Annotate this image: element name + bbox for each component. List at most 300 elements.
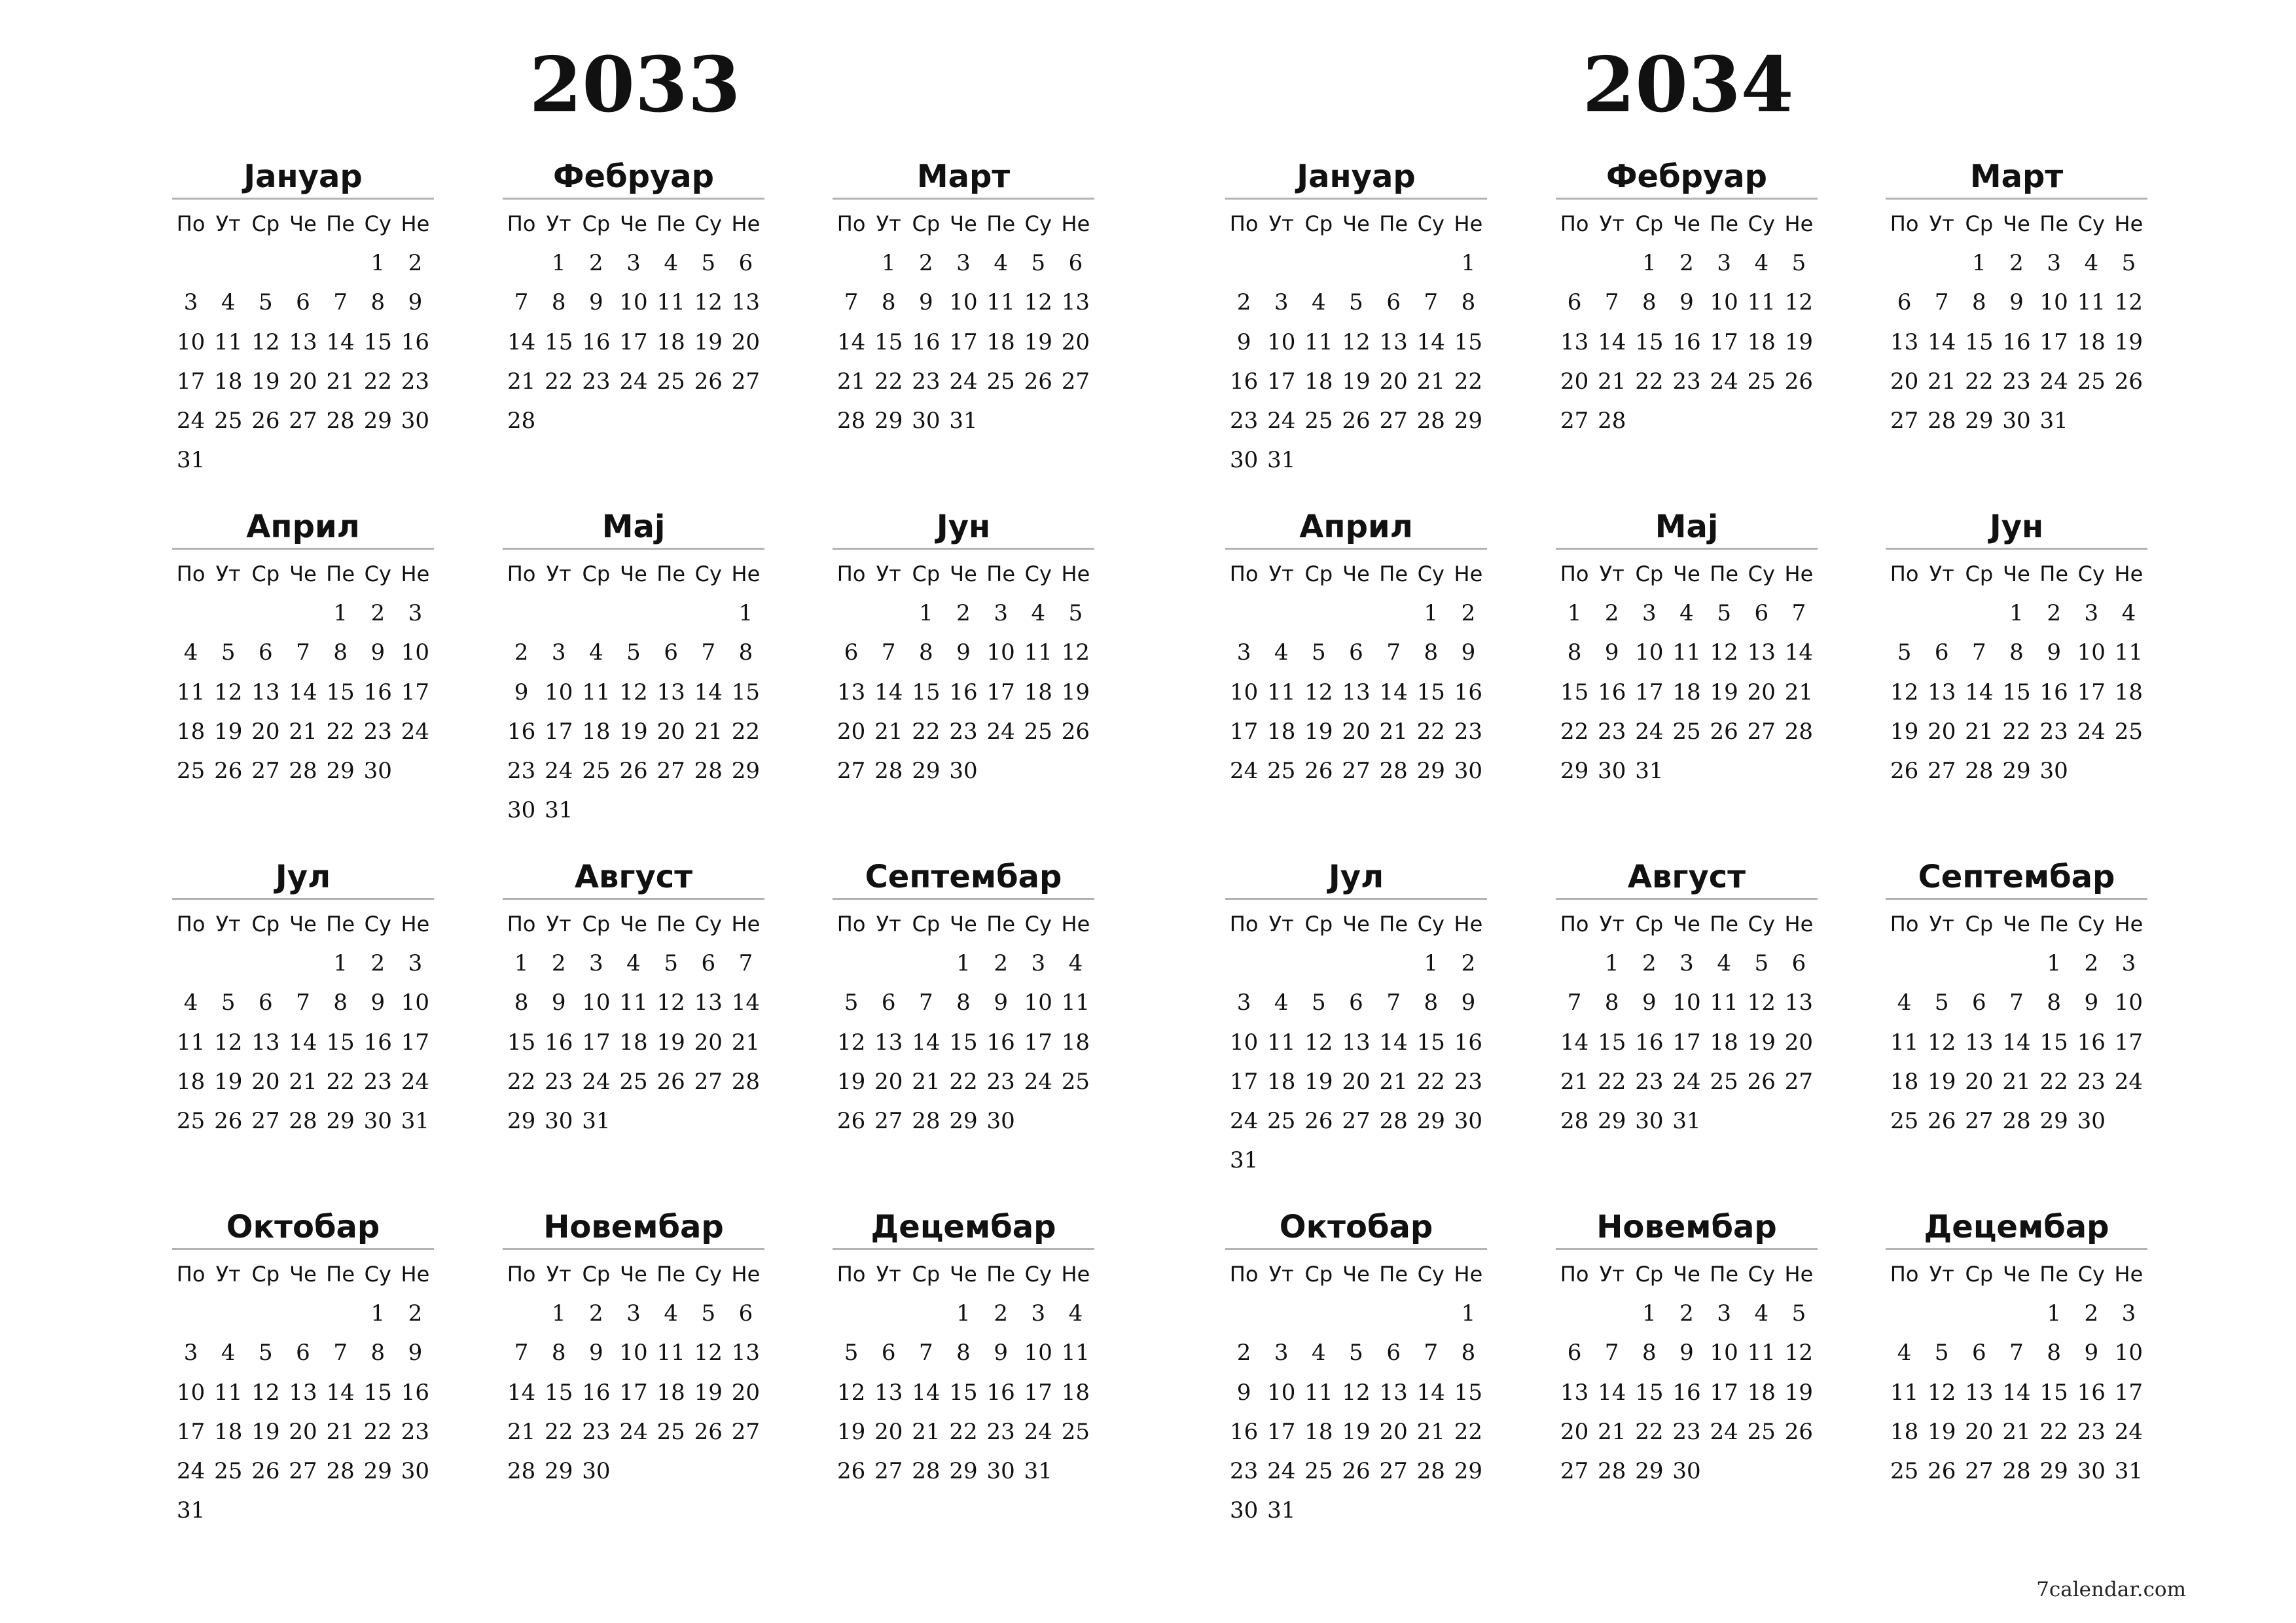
month-name: Фебруар bbox=[1556, 156, 1818, 200]
day-cell: 24 bbox=[1024, 1418, 1052, 1445]
day-cell: 29 bbox=[1454, 1457, 1483, 1484]
day-cell: 19 bbox=[1928, 1418, 1956, 1445]
day-cell: 24 bbox=[2039, 368, 2068, 395]
day-cell: 24 bbox=[1229, 1107, 1259, 1134]
day-cell: 17 bbox=[2077, 679, 2106, 705]
day-cell: 16 bbox=[2077, 1029, 2106, 1056]
day-cell: 1 bbox=[738, 600, 753, 627]
weekday-label: Че bbox=[289, 1262, 317, 1287]
day-cell: 10 bbox=[1672, 990, 1701, 1016]
day-cell: 19 bbox=[1061, 679, 1090, 705]
empty-cell bbox=[172, 1294, 209, 1333]
day-cell: 1 bbox=[1972, 250, 1986, 277]
day-cell: 26 bbox=[214, 757, 243, 784]
day-cell: 9 bbox=[589, 289, 603, 316]
empty-cell bbox=[1263, 594, 1300, 633]
month-grid bbox=[1886, 204, 2147, 440]
weekday-label: Су bbox=[1024, 1262, 1052, 1287]
day-cell: 12 bbox=[1342, 329, 1371, 355]
day-cell: 15 bbox=[545, 1379, 573, 1406]
month-grid bbox=[1225, 204, 1487, 480]
weekday-label: Пе bbox=[656, 211, 685, 236]
day-cell: 15 bbox=[1454, 1379, 1483, 1406]
empty-cell bbox=[577, 594, 615, 633]
weekday-label: Пе bbox=[2039, 912, 2068, 936]
weekday-label: По bbox=[1890, 912, 1919, 936]
day-cell: 9 bbox=[589, 1340, 603, 1366]
empty-cell bbox=[503, 594, 540, 633]
day-cell: 31 bbox=[545, 797, 573, 824]
day-cell: 24 bbox=[619, 1418, 648, 1445]
day-cell: 15 bbox=[363, 329, 392, 355]
day-cell: 16 bbox=[582, 1379, 611, 1406]
day-cell: 13 bbox=[251, 1029, 280, 1056]
day-cell: 11 bbox=[176, 1029, 206, 1056]
day-cell: 6 bbox=[1934, 639, 1949, 666]
month-name: Јануар bbox=[172, 156, 434, 200]
day-cell: 8 bbox=[1972, 289, 1986, 316]
year-title-1: 2034 bbox=[1582, 41, 1794, 130]
empty-cell bbox=[247, 944, 284, 983]
day-cell: 3 bbox=[1031, 1300, 1046, 1327]
day-cell: 7 bbox=[1386, 639, 1401, 666]
day-cell: 17 bbox=[1672, 1029, 1701, 1056]
weekday-label: Не bbox=[1061, 211, 1090, 236]
day-cell: 5 bbox=[844, 1340, 859, 1366]
month-grid bbox=[503, 1255, 764, 1491]
weekday-label: Не bbox=[731, 562, 761, 586]
weekday-label: По bbox=[176, 211, 206, 236]
month-name: Март bbox=[1886, 156, 2147, 200]
day-cell: 6 bbox=[1897, 289, 1912, 316]
day-cell: 25 bbox=[1890, 1457, 1919, 1484]
empty-cell bbox=[1556, 243, 1593, 283]
day-cell: 11 bbox=[619, 990, 648, 1016]
day-cell: 13 bbox=[289, 1379, 317, 1406]
weekday-label: Не bbox=[401, 912, 430, 936]
day-cell: 18 bbox=[176, 718, 206, 745]
day-cell: 1 bbox=[333, 950, 348, 977]
day-cell: 14 bbox=[874, 679, 903, 705]
weekday-label: По bbox=[1229, 1262, 1259, 1287]
empty-cell bbox=[503, 1294, 540, 1333]
weekday-label: Ут bbox=[1599, 912, 1624, 936]
day-cell: 16 bbox=[363, 679, 392, 705]
empty-cell bbox=[870, 944, 907, 983]
day-cell: 26 bbox=[694, 1418, 723, 1445]
month-name: Фебруар bbox=[503, 156, 764, 200]
day-cell: 18 bbox=[214, 1418, 243, 1445]
day-cell: 11 bbox=[986, 289, 1015, 316]
day-cell: 12 bbox=[214, 1029, 243, 1056]
day-cell: 6 bbox=[664, 639, 678, 666]
day-cell: 19 bbox=[1304, 718, 1333, 745]
day-cell: 28 bbox=[507, 407, 536, 434]
day-cell: 16 bbox=[986, 1029, 1015, 1056]
day-cell: 19 bbox=[836, 1418, 866, 1445]
day-cell: 24 bbox=[401, 1068, 430, 1095]
day-cell: 21 bbox=[289, 1068, 317, 1095]
day-cell: 24 bbox=[619, 368, 648, 395]
day-cell: 12 bbox=[251, 329, 280, 355]
day-cell: 26 bbox=[214, 1107, 243, 1134]
day-cell: 10 bbox=[1229, 679, 1259, 705]
day-cell: 22 bbox=[326, 1068, 355, 1095]
weekday-label: Ут bbox=[876, 562, 901, 586]
weekday-label: Не bbox=[2114, 562, 2144, 586]
weekday-label: Ут bbox=[546, 562, 571, 586]
day-cell: 20 bbox=[1965, 1068, 1994, 1095]
day-cell: 23 bbox=[986, 1068, 1015, 1095]
empty-cell bbox=[1593, 243, 1630, 283]
day-cell: 31 bbox=[582, 1107, 611, 1134]
day-cell: 16 bbox=[1454, 1029, 1483, 1056]
day-cell: 9 bbox=[1461, 639, 1476, 666]
day-cell: 18 bbox=[656, 1379, 685, 1406]
empty-cell bbox=[870, 594, 907, 633]
day-cell: 23 bbox=[545, 1068, 573, 1095]
day-cell: 14 bbox=[1598, 329, 1626, 355]
day-cell: 4 bbox=[664, 250, 678, 277]
day-cell: 24 bbox=[1710, 1418, 1738, 1445]
day-cell: 15 bbox=[1560, 679, 1589, 705]
day-cell: 5 bbox=[1717, 600, 1731, 627]
day-cell: 21 bbox=[1598, 1418, 1626, 1445]
weekday-label: Ут bbox=[546, 912, 571, 936]
weekday-label: Ср bbox=[1304, 562, 1333, 586]
weekday-label: Ср bbox=[1965, 1262, 1994, 1287]
day-cell: 30 bbox=[545, 1107, 573, 1134]
day-cell: 8 bbox=[1461, 289, 1476, 316]
day-cell: 14 bbox=[1598, 1379, 1626, 1406]
day-cell: 15 bbox=[912, 679, 941, 705]
weekday-label: Ут bbox=[1268, 1262, 1294, 1287]
empty-cell bbox=[1225, 944, 1263, 983]
day-cell: 6 bbox=[881, 1340, 896, 1366]
empty-cell bbox=[172, 243, 209, 283]
weekday-label: Ут bbox=[876, 211, 901, 236]
weekday-label: Ут bbox=[1599, 211, 1624, 236]
day-cell: 12 bbox=[836, 1379, 866, 1406]
weekday-label: По bbox=[1560, 1262, 1589, 1287]
month-block bbox=[503, 506, 764, 830]
day-cell: 12 bbox=[2114, 289, 2144, 316]
day-cell: 8 bbox=[2047, 990, 2061, 1016]
weekday-label: Ср bbox=[582, 912, 611, 936]
day-cell: 25 bbox=[986, 368, 1015, 395]
day-cell: 6 bbox=[738, 1300, 753, 1327]
day-cell: 1 bbox=[956, 950, 971, 977]
empty-cell bbox=[1412, 1294, 1450, 1333]
day-cell: 5 bbox=[1791, 1300, 1806, 1327]
day-cell: 23 bbox=[1229, 1457, 1259, 1484]
day-cell: 27 bbox=[1965, 1457, 1994, 1484]
day-cell: 24 bbox=[1672, 1068, 1701, 1095]
day-cell: 14 bbox=[507, 329, 536, 355]
day-cell: 18 bbox=[2077, 329, 2106, 355]
day-cell: 16 bbox=[912, 329, 941, 355]
day-cell: 2 bbox=[370, 950, 386, 977]
day-cell: 19 bbox=[836, 1068, 866, 1095]
day-cell: 23 bbox=[1672, 1418, 1701, 1445]
day-cell: 4 bbox=[1897, 1340, 1912, 1366]
month-name: Јануар bbox=[1225, 156, 1487, 200]
day-cell: 3 bbox=[1679, 950, 1694, 977]
day-cell: 22 bbox=[1635, 368, 1664, 395]
weekday-label: Че bbox=[2003, 1262, 2030, 1287]
day-cell: 25 bbox=[1061, 1068, 1090, 1095]
day-cell: 30 bbox=[986, 1457, 1015, 1484]
empty-cell bbox=[1337, 1294, 1374, 1333]
day-cell: 25 bbox=[1747, 368, 1776, 395]
weekday-label: Пе bbox=[326, 912, 355, 936]
weekday-label: Ср bbox=[1304, 912, 1333, 936]
day-cell: 18 bbox=[986, 329, 1015, 355]
day-cell: 1 bbox=[1642, 250, 1657, 277]
day-cell: 15 bbox=[2039, 1029, 2068, 1056]
weekday-label: Су bbox=[1417, 562, 1444, 586]
day-cell: 19 bbox=[1890, 718, 1919, 745]
day-cell: 7 bbox=[919, 990, 933, 1016]
day-cell: 26 bbox=[1784, 1418, 1814, 1445]
day-cell: 26 bbox=[2114, 368, 2144, 395]
day-cell: 31 bbox=[176, 447, 206, 474]
day-cell: 13 bbox=[251, 679, 280, 705]
day-cell: 30 bbox=[363, 757, 392, 784]
day-cell: 10 bbox=[176, 1379, 206, 1406]
day-cell: 13 bbox=[1379, 1379, 1408, 1406]
day-cell: 10 bbox=[582, 990, 611, 1016]
day-cell: 9 bbox=[408, 1340, 423, 1366]
day-cell: 12 bbox=[694, 1340, 723, 1366]
weekday-label: Су bbox=[1024, 562, 1052, 586]
day-cell: 1 bbox=[1461, 250, 1476, 277]
day-cell: 8 bbox=[881, 289, 896, 316]
day-cell: 20 bbox=[731, 329, 761, 355]
day-cell: 19 bbox=[251, 1418, 280, 1445]
day-cell: 11 bbox=[582, 679, 611, 705]
weekday-label: По bbox=[836, 912, 866, 936]
day-cell: 15 bbox=[2039, 1379, 2068, 1406]
day-cell: 20 bbox=[1747, 679, 1776, 705]
day-cell: 14 bbox=[694, 679, 723, 705]
day-cell: 5 bbox=[1349, 1340, 1363, 1366]
day-cell: 29 bbox=[2039, 1457, 2068, 1484]
day-cell: 12 bbox=[656, 990, 685, 1016]
day-cell: 7 bbox=[1424, 289, 1439, 316]
day-cell: 27 bbox=[731, 1418, 761, 1445]
day-cell: 18 bbox=[1672, 679, 1701, 705]
month-block bbox=[172, 156, 434, 480]
day-cell: 22 bbox=[874, 368, 903, 395]
day-cell: 19 bbox=[2114, 329, 2144, 355]
empty-cell bbox=[284, 944, 321, 983]
day-cell: 17 bbox=[619, 1379, 648, 1406]
month-name: Новембар bbox=[503, 1206, 764, 1250]
day-cell: 21 bbox=[1965, 718, 1994, 745]
day-cell: 3 bbox=[551, 639, 566, 666]
month-block bbox=[1556, 856, 1818, 1141]
day-cell: 23 bbox=[986, 1418, 1015, 1445]
weekday-label: Пе bbox=[326, 1262, 355, 1287]
weekday-label: Че bbox=[1342, 211, 1370, 236]
weekday-label: Ут bbox=[1929, 1262, 1954, 1287]
day-cell: 6 bbox=[259, 639, 273, 666]
day-cell: 3 bbox=[1274, 289, 1289, 316]
empty-cell bbox=[1960, 944, 1998, 983]
day-cell: 11 bbox=[1024, 639, 1052, 666]
day-cell: 2 bbox=[919, 250, 933, 277]
weekday-label: Пе bbox=[326, 562, 355, 586]
day-cell: 17 bbox=[176, 368, 206, 395]
day-cell: 18 bbox=[1890, 1418, 1919, 1445]
day-cell: 7 bbox=[1604, 289, 1619, 316]
day-cell: 1 bbox=[2047, 950, 2061, 977]
month-block bbox=[1225, 506, 1487, 791]
day-cell: 26 bbox=[836, 1457, 866, 1484]
day-cell: 9 bbox=[370, 639, 386, 666]
day-cell: 5 bbox=[221, 639, 236, 666]
weekday-label: Пе bbox=[656, 562, 685, 586]
day-cell: 29 bbox=[731, 757, 761, 784]
day-cell: 10 bbox=[2114, 1340, 2144, 1366]
day-cell: 15 bbox=[949, 1029, 978, 1056]
day-cell: 13 bbox=[874, 1379, 903, 1406]
weekday-label: Ср bbox=[912, 1262, 941, 1287]
day-cell: 27 bbox=[289, 407, 317, 434]
day-cell: 27 bbox=[1747, 718, 1776, 745]
day-cell: 3 bbox=[1717, 1300, 1731, 1327]
weekday-label: Су bbox=[364, 211, 391, 236]
day-cell: 17 bbox=[176, 1418, 206, 1445]
weekday-label: Че bbox=[1342, 912, 1370, 936]
day-cell: 26 bbox=[694, 368, 723, 395]
day-cell: 8 bbox=[333, 990, 348, 1016]
day-cell: 18 bbox=[1890, 1068, 1919, 1095]
weekday-label: Су bbox=[1748, 211, 1775, 236]
day-cell: 19 bbox=[214, 1068, 243, 1095]
weekday-label: Пе bbox=[326, 211, 355, 236]
day-cell: 7 bbox=[919, 1340, 933, 1366]
day-cell: 4 bbox=[2121, 600, 2136, 627]
weekday-label: Ср bbox=[1304, 211, 1333, 236]
day-cell: 8 bbox=[956, 990, 971, 1016]
day-cell: 6 bbox=[1349, 639, 1363, 666]
day-cell: 25 bbox=[1304, 1457, 1333, 1484]
day-cell: 10 bbox=[401, 639, 430, 666]
day-cell: 4 bbox=[664, 1300, 678, 1327]
day-cell: 30 bbox=[2077, 1107, 2106, 1134]
day-cell: 5 bbox=[1754, 950, 1769, 977]
day-cell: 18 bbox=[1024, 679, 1052, 705]
day-cell: 12 bbox=[251, 1379, 280, 1406]
day-cell: 4 bbox=[221, 289, 236, 316]
day-cell: 3 bbox=[626, 1300, 641, 1327]
day-cell: 16 bbox=[582, 329, 611, 355]
weekday-label: Не bbox=[1784, 562, 1814, 586]
day-cell: 23 bbox=[582, 368, 611, 395]
day-cell: 31 bbox=[1635, 757, 1664, 784]
empty-cell bbox=[172, 594, 209, 633]
day-cell: 10 bbox=[401, 990, 430, 1016]
empty-cell bbox=[1556, 944, 1593, 983]
day-cell: 7 bbox=[844, 289, 859, 316]
day-cell: 20 bbox=[1784, 1029, 1814, 1056]
day-cell: 14 bbox=[1784, 639, 1814, 666]
weekday-label: Ср bbox=[251, 562, 280, 586]
weekday-label: Ут bbox=[1268, 912, 1294, 936]
weekday-label: Су bbox=[364, 912, 391, 936]
day-cell: 22 bbox=[912, 718, 941, 745]
day-cell: 10 bbox=[1024, 990, 1052, 1016]
weekday-label: Че bbox=[289, 912, 317, 936]
empty-cell bbox=[172, 944, 209, 983]
day-cell: 10 bbox=[1710, 289, 1738, 316]
day-cell: 8 bbox=[1642, 289, 1657, 316]
empty-cell bbox=[690, 594, 727, 633]
day-cell: 19 bbox=[694, 1379, 723, 1406]
month-name: Децембар bbox=[833, 1206, 1094, 1250]
day-cell: 16 bbox=[401, 329, 430, 355]
day-cell: 21 bbox=[912, 1068, 941, 1095]
day-cell: 24 bbox=[545, 757, 573, 784]
day-cell: 3 bbox=[589, 950, 603, 977]
day-cell: 16 bbox=[363, 1029, 392, 1056]
empty-cell bbox=[1300, 1294, 1337, 1333]
day-cell: 21 bbox=[1379, 718, 1408, 745]
day-cell: 26 bbox=[656, 1068, 685, 1095]
month-grid bbox=[833, 904, 1094, 1141]
day-cell: 7 bbox=[1567, 990, 1582, 1016]
day-cell: 8 bbox=[1461, 1340, 1476, 1366]
day-cell: 19 bbox=[251, 368, 280, 395]
day-cell: 26 bbox=[1784, 368, 1814, 395]
day-cell: 22 bbox=[507, 1068, 536, 1095]
weekday-label: По bbox=[507, 1262, 536, 1287]
day-cell: 7 bbox=[1791, 600, 1806, 627]
day-cell: 21 bbox=[912, 1418, 941, 1445]
day-cell: 11 bbox=[1304, 329, 1333, 355]
month-block bbox=[172, 506, 434, 791]
month-name: Мај bbox=[503, 506, 764, 550]
weekday-label: Че bbox=[2003, 562, 2030, 586]
day-cell: 2 bbox=[2084, 1300, 2099, 1327]
day-cell: 10 bbox=[1267, 329, 1296, 355]
day-cell: 4 bbox=[1717, 950, 1731, 977]
day-cell: 24 bbox=[949, 368, 978, 395]
day-cell: 17 bbox=[619, 329, 648, 355]
day-cell: 8 bbox=[1642, 1340, 1657, 1366]
weekday-label: По bbox=[176, 912, 206, 936]
day-cell: 13 bbox=[731, 289, 761, 316]
day-cell: 24 bbox=[1229, 757, 1259, 784]
day-cell: 5 bbox=[1312, 639, 1326, 666]
empty-cell bbox=[1375, 594, 1412, 633]
day-cell: 14 bbox=[912, 1029, 941, 1056]
month-block bbox=[172, 1206, 434, 1530]
day-cell: 28 bbox=[694, 757, 723, 784]
day-cell: 7 bbox=[1934, 289, 1949, 316]
day-cell: 16 bbox=[507, 718, 536, 745]
day-cell: 21 bbox=[1416, 368, 1445, 395]
day-cell: 26 bbox=[1710, 718, 1738, 745]
month-name: Септембар bbox=[833, 856, 1094, 900]
day-cell: 12 bbox=[1928, 1029, 1956, 1056]
day-cell: 6 bbox=[1754, 600, 1769, 627]
day-cell: 13 bbox=[874, 1029, 903, 1056]
weekday-label: Су bbox=[1417, 1262, 1444, 1287]
day-cell: 5 bbox=[701, 250, 716, 277]
